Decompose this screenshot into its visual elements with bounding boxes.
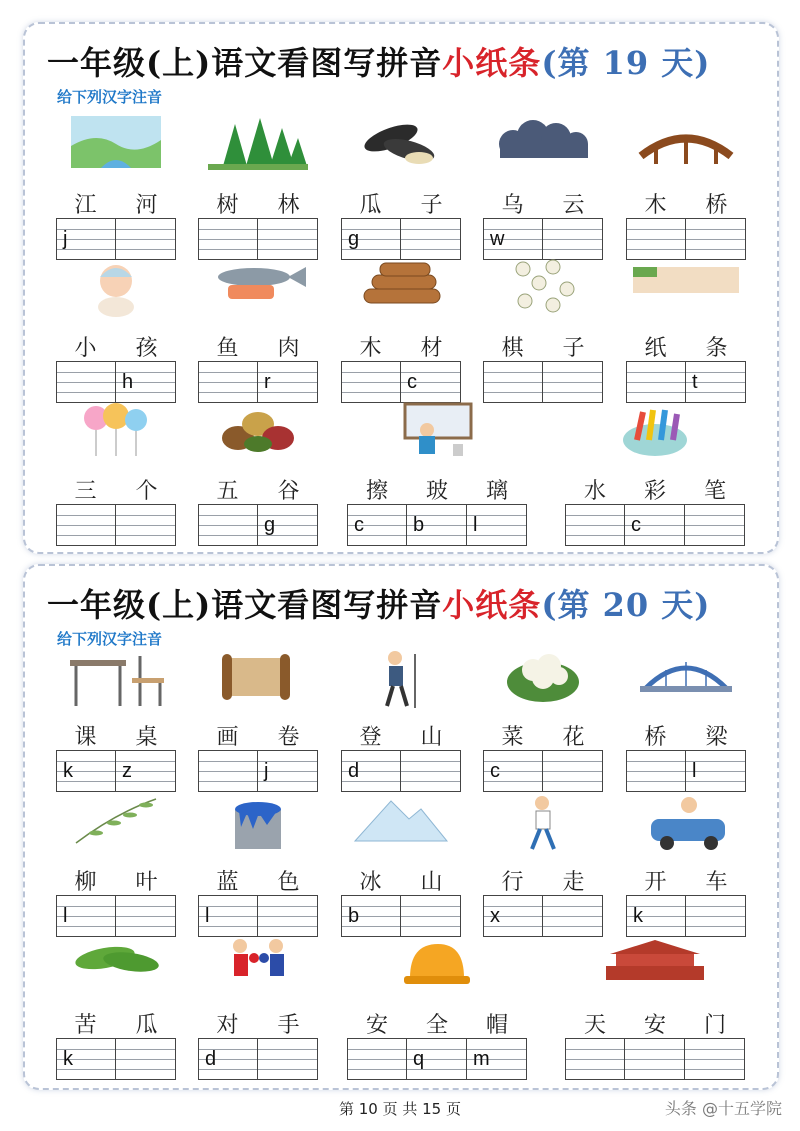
hanzi-char: 河 xyxy=(135,193,158,218)
pinyin-writing-box[interactable] xyxy=(258,750,318,792)
pinyin-hint: j xyxy=(63,228,68,250)
pinyin-hint: l xyxy=(205,905,210,927)
seeds-icon xyxy=(340,116,462,178)
trees-icon xyxy=(197,116,319,178)
pinyin-writing-box[interactable] xyxy=(198,361,258,403)
hanzi-word xyxy=(197,720,319,751)
hanzi-char: 画 xyxy=(216,725,239,750)
hanzi-word xyxy=(340,720,462,751)
hanzi-char: 材 xyxy=(420,336,443,361)
hanzi-char: 色 xyxy=(277,870,300,895)
pinyin-hint: l xyxy=(692,760,697,782)
worksheet-day-20 xyxy=(23,564,779,1090)
climber-icon xyxy=(340,648,462,710)
pinyin-hint: k xyxy=(633,905,643,927)
pinyin-writing-box[interactable] xyxy=(625,504,685,546)
pinyin-hint: m xyxy=(473,1048,490,1070)
hanzi-word xyxy=(340,865,462,896)
pinyin-hint: l xyxy=(63,905,68,927)
hanzi-word xyxy=(347,474,527,505)
hanzi-word xyxy=(197,188,319,219)
pinyin-hint: l xyxy=(473,514,478,536)
hanzi-word xyxy=(197,331,319,362)
pinyin-writing-box[interactable] xyxy=(341,750,401,792)
pinyin-hint: c xyxy=(354,514,364,536)
hanzi-char: 安 xyxy=(365,1013,388,1038)
pinyin-writing-box[interactable] xyxy=(347,1038,407,1080)
pinyin-writing-box[interactable] xyxy=(56,218,116,260)
hard-hat-icon xyxy=(347,936,527,998)
hanzi-word xyxy=(340,331,462,362)
hanzi-char: 全 xyxy=(425,1013,448,1038)
hanzi-char: 孩 xyxy=(135,336,158,361)
bridge-icon xyxy=(625,116,747,178)
hanzi-char: 水 xyxy=(583,479,606,504)
pinyin-writing-box[interactable] xyxy=(198,504,258,546)
landscape-icon xyxy=(55,116,177,178)
hanzi-char: 五 xyxy=(216,479,239,504)
hanzi-char: 木 xyxy=(644,193,667,218)
hanzi-char: 门 xyxy=(703,1013,726,1038)
pinyin-writing-box[interactable] xyxy=(686,218,746,260)
hanzi-char: 小 xyxy=(74,336,97,361)
hanzi-char: 璃 xyxy=(485,479,508,504)
hanzi-char: 天 xyxy=(583,1013,606,1038)
pinyin-boxes xyxy=(56,1038,176,1082)
pinyin-writing-box[interactable] xyxy=(407,504,467,546)
hanzi-char: 棋 xyxy=(501,336,524,361)
hanzi-char: 桥 xyxy=(705,193,728,218)
pinyin-boxes xyxy=(56,361,176,405)
logs-icon xyxy=(340,259,462,321)
pinyin-writing-box[interactable] xyxy=(198,1038,258,1080)
pinyin-writing-box[interactable] xyxy=(467,1038,527,1080)
hanzi-word xyxy=(482,865,604,896)
pinyin-writing-box[interactable] xyxy=(116,895,176,937)
hanzi-char: 山 xyxy=(420,725,443,750)
pinyin-writing-box[interactable] xyxy=(686,895,746,937)
pinyin-writing-box[interactable] xyxy=(565,1038,625,1080)
pinyin-hint: b xyxy=(348,905,360,927)
hanzi-char: 开 xyxy=(644,870,667,895)
pinyin-boxes xyxy=(626,750,746,794)
pinyin-writing-box[interactable] xyxy=(626,750,686,792)
pinyin-writing-box[interactable] xyxy=(198,895,258,937)
hanzi-word xyxy=(55,331,177,362)
hanzi-char: 车 xyxy=(705,870,728,895)
hanzi-char: 叶 xyxy=(135,870,158,895)
pinyin-writing-box[interactable] xyxy=(407,1038,467,1080)
pinyin-hint: x xyxy=(490,905,500,927)
hanzi-word xyxy=(625,865,747,896)
pinyin-boxes xyxy=(347,1038,527,1082)
pinyin-writing-box[interactable] xyxy=(685,504,745,546)
page-number: 第 10 页 共 15 页 xyxy=(338,1100,461,1118)
pinyin-boxes xyxy=(565,504,745,548)
pinyin-boxes xyxy=(56,218,176,262)
grains-icon xyxy=(197,402,319,464)
hanzi-char: 纸 xyxy=(644,336,667,361)
pinyin-writing-box[interactable] xyxy=(347,504,407,546)
pinyin-boxes xyxy=(347,504,527,548)
hanzi-word xyxy=(197,865,319,896)
pinyin-writing-box[interactable] xyxy=(686,361,746,403)
window-cleaning-icon xyxy=(347,402,527,464)
pinyin-writing-box[interactable] xyxy=(116,1038,176,1080)
pinyin-writing-box[interactable] xyxy=(483,218,543,260)
hanzi-word xyxy=(340,188,462,219)
pinyin-boxes xyxy=(483,218,603,262)
pinyin-writing-box[interactable] xyxy=(258,1038,318,1080)
hanzi-char: 玻 xyxy=(425,479,448,504)
pinyin-writing-box[interactable] xyxy=(401,895,461,937)
pinyin-hint: d xyxy=(348,760,360,782)
pinyin-writing-box[interactable] xyxy=(56,895,116,937)
hanzi-word xyxy=(347,1008,527,1039)
watermark: 头条 @十五学院 xyxy=(664,1099,782,1118)
pinyin-hint: t xyxy=(692,371,698,393)
hanzi-char: 木 xyxy=(359,336,382,361)
pinyin-hint: g xyxy=(348,228,360,250)
pinyin-writing-box[interactable] xyxy=(401,361,461,403)
pinyin-hint: z xyxy=(122,760,132,782)
pinyin-boxes xyxy=(56,750,176,794)
hanzi-word xyxy=(565,1008,745,1039)
pinyin-hint: h xyxy=(122,371,134,393)
hanzi-word xyxy=(55,865,177,896)
pinyin-writing-box[interactable] xyxy=(483,895,543,937)
worksheet-title: 一年级(上)语文看图写拼音小纸条(第 19 天) xyxy=(47,44,711,82)
pinyin-hint: c xyxy=(407,371,417,393)
hanzi-word xyxy=(55,188,177,219)
hanzi-char: 瓜 xyxy=(359,193,382,218)
pinyin-boxes xyxy=(483,361,603,405)
pinyin-boxes xyxy=(341,361,461,405)
pinyin-hint: c xyxy=(490,760,500,782)
hanzi-char: 卷 xyxy=(277,725,300,750)
pinyin-hint: r xyxy=(264,371,271,393)
clouds-icon xyxy=(482,116,604,178)
pinyin-writing-box[interactable] xyxy=(258,218,318,260)
worksheet-day-19 xyxy=(23,22,779,554)
cauliflower-icon xyxy=(482,648,604,710)
hanzi-char: 走 xyxy=(562,870,585,895)
pinyin-writing-box[interactable] xyxy=(543,218,603,260)
pinyin-writing-box[interactable] xyxy=(198,750,258,792)
pinyin-hint: j xyxy=(264,760,269,782)
pinyin-writing-box[interactable] xyxy=(626,218,686,260)
pinyin-hint: k xyxy=(63,760,73,782)
pinyin-boxes xyxy=(626,218,746,262)
pinyin-boxes xyxy=(198,504,318,548)
pinyin-boxes xyxy=(565,1038,745,1082)
hanzi-char: 云 xyxy=(562,193,585,218)
hanzi-char: 苦 xyxy=(74,1013,97,1038)
hanzi-word xyxy=(197,474,319,505)
bitter-melon-icon xyxy=(55,936,177,998)
pinyin-writing-box[interactable] xyxy=(258,504,318,546)
hanzi-char: 梁 xyxy=(705,725,728,750)
fish-icon xyxy=(197,259,319,321)
pinyin-writing-box[interactable] xyxy=(543,361,603,403)
hanzi-char: 江 xyxy=(74,193,97,218)
pinyin-writing-box[interactable] xyxy=(56,1038,116,1080)
hanzi-word xyxy=(55,474,177,505)
hanzi-char: 瓜 xyxy=(135,1013,158,1038)
hanzi-char: 林 xyxy=(277,193,300,218)
hanzi-char: 肉 xyxy=(277,336,300,361)
hanzi-word xyxy=(565,474,745,505)
pinyin-writing-box[interactable] xyxy=(543,895,603,937)
hanzi-char: 擦 xyxy=(365,479,388,504)
hanzi-char: 树 xyxy=(216,193,239,218)
car-driver-icon xyxy=(625,793,747,855)
pinyin-boxes xyxy=(198,361,318,405)
worksheet-instruction: 给下列汉字注音 xyxy=(57,88,163,106)
hanzi-char: 蓝 xyxy=(216,870,239,895)
boxers-icon xyxy=(197,936,319,998)
pinyin-writing-box[interactable] xyxy=(483,361,543,403)
worksheet-title: 一年级(上)语文看图写拼音小纸条(第 20 天) xyxy=(47,586,711,624)
pinyin-boxes xyxy=(341,218,461,262)
pinyin-writing-box[interactable] xyxy=(56,504,116,546)
hanzi-char: 冰 xyxy=(359,870,382,895)
hanzi-char: 三 xyxy=(74,479,97,504)
pinyin-writing-box[interactable] xyxy=(56,750,116,792)
tiananmen-icon xyxy=(565,936,745,998)
pinyin-boxes xyxy=(198,895,318,939)
pinyin-writing-box[interactable] xyxy=(625,1038,685,1080)
hanzi-char: 帽 xyxy=(485,1013,508,1038)
hanzi-char: 谷 xyxy=(277,479,300,504)
worksheet-instruction: 给下列汉字注音 xyxy=(57,630,163,648)
hanzi-char: 行 xyxy=(501,870,524,895)
hanzi-char: 子 xyxy=(562,336,585,361)
pinyin-writing-box[interactable] xyxy=(341,361,401,403)
pinyin-writing-box[interactable] xyxy=(258,361,318,403)
hanzi-char: 桌 xyxy=(135,725,158,750)
hanzi-char: 安 xyxy=(643,1013,666,1038)
pinyin-boxes xyxy=(198,1038,318,1082)
pinyin-writing-box[interactable] xyxy=(116,504,176,546)
pinyin-boxes xyxy=(341,895,461,939)
pinyin-writing-box[interactable] xyxy=(198,218,258,260)
hanzi-char: 花 xyxy=(562,725,585,750)
hanzi-word xyxy=(55,720,177,751)
pinyin-writing-box[interactable] xyxy=(401,218,461,260)
pinyin-boxes xyxy=(626,361,746,405)
pinyin-boxes xyxy=(483,750,603,794)
hanzi-word xyxy=(625,331,747,362)
baby-icon xyxy=(55,259,177,321)
paper-strip-icon xyxy=(625,259,747,321)
crayons-icon xyxy=(565,402,745,464)
pinyin-hint: c xyxy=(631,514,641,536)
paint-bucket-icon xyxy=(197,793,319,855)
hanzi-char: 鱼 xyxy=(216,336,239,361)
hanzi-word xyxy=(482,188,604,219)
pinyin-writing-box[interactable] xyxy=(341,218,401,260)
pinyin-writing-box[interactable] xyxy=(116,750,176,792)
pinyin-writing-box[interactable] xyxy=(686,750,746,792)
iceberg-icon xyxy=(340,793,462,855)
pinyin-writing-box[interactable] xyxy=(467,504,527,546)
pinyin-boxes xyxy=(198,218,318,262)
pinyin-writing-box[interactable] xyxy=(56,361,116,403)
hanzi-char: 课 xyxy=(74,725,97,750)
hanzi-char: 乌 xyxy=(501,193,524,218)
scroll-icon xyxy=(197,648,319,710)
hanzi-word xyxy=(625,720,747,751)
hanzi-char: 手 xyxy=(277,1013,300,1038)
pinyin-writing-box[interactable] xyxy=(258,895,318,937)
pinyin-writing-box[interactable] xyxy=(565,504,625,546)
pinyin-writing-box[interactable] xyxy=(543,750,603,792)
hanzi-char: 子 xyxy=(420,193,443,218)
pinyin-hint: w xyxy=(490,228,505,250)
pinyin-writing-box[interactable] xyxy=(116,218,176,260)
hanzi-word xyxy=(55,1008,177,1039)
pinyin-writing-box[interactable] xyxy=(116,361,176,403)
pinyin-boxes xyxy=(56,504,176,548)
hanzi-char: 笔 xyxy=(703,479,726,504)
hanzi-word xyxy=(197,1008,319,1039)
pinyin-writing-box[interactable] xyxy=(341,895,401,937)
pinyin-writing-box[interactable] xyxy=(401,750,461,792)
pinyin-hint: g xyxy=(264,514,276,536)
pinyin-hint: q xyxy=(413,1048,425,1070)
hanzi-char: 登 xyxy=(359,725,382,750)
pinyin-writing-box[interactable] xyxy=(626,895,686,937)
hanzi-char: 桥 xyxy=(644,725,667,750)
pinyin-boxes xyxy=(341,750,461,794)
hanzi-word xyxy=(482,720,604,751)
pinyin-hint: k xyxy=(63,1048,73,1070)
desk-chair-icon xyxy=(55,648,177,710)
bridge-arch-icon xyxy=(625,648,747,710)
pinyin-writing-box[interactable] xyxy=(483,750,543,792)
hanzi-word xyxy=(482,331,604,362)
willow-icon xyxy=(55,793,177,855)
chess-pieces-icon xyxy=(482,259,604,321)
hanzi-char: 对 xyxy=(216,1013,239,1038)
pinyin-boxes xyxy=(198,750,318,794)
pinyin-writing-box[interactable] xyxy=(626,361,686,403)
pinyin-boxes xyxy=(626,895,746,939)
pinyin-hint: d xyxy=(205,1048,217,1070)
hanzi-char: 个 xyxy=(135,479,158,504)
hanzi-char: 山 xyxy=(420,870,443,895)
pinyin-boxes xyxy=(56,895,176,939)
walking-boy-icon xyxy=(482,793,604,855)
hanzi-char: 条 xyxy=(705,336,728,361)
pinyin-boxes xyxy=(483,895,603,939)
hanzi-word xyxy=(625,188,747,219)
hanzi-char: 菜 xyxy=(501,725,524,750)
hanzi-char: 彩 xyxy=(643,479,666,504)
hanzi-char: 柳 xyxy=(74,870,97,895)
pinyin-hint: b xyxy=(413,514,425,536)
pinyin-writing-box[interactable] xyxy=(685,1038,745,1080)
lollipops-icon xyxy=(55,402,177,464)
